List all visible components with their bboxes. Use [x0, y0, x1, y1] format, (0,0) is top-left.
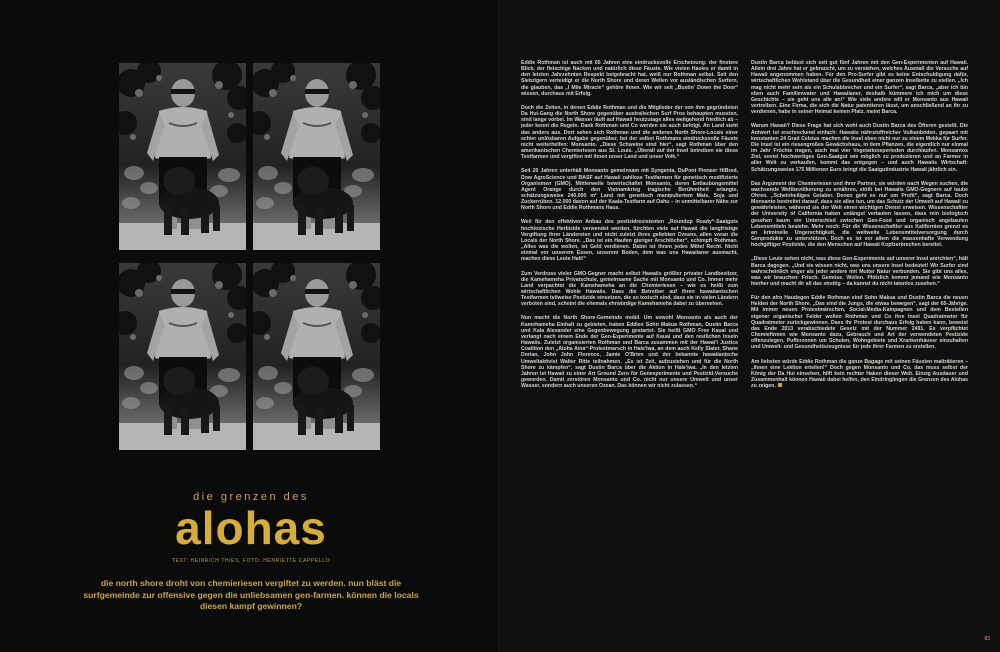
photo-man-with-dog-2 — [253, 63, 380, 250]
photo-man-with-dog-4 — [253, 263, 380, 450]
page-number: 83 — [984, 636, 990, 642]
article-paragraph: „Diese Leute sehen nicht, was diese Gen-Experimente auf unserer Insel anrichten“, hält Barca dagegen. „Und sie wissen nicht, was uns unsere Insel bedeutet! Wir Surfer sind wahrscheinlich enger als jeder andere mit Mutter Natur verbunden. Sie gibt uns alles, was wir brauchen: Frisch. Gemüse. Wellen. Plötzlich kommt jemand wie Monsanto hierher und macht dir all das streitig – da kannst du nicht tatenlos zusehen.“ — [751, 256, 968, 287]
article-paragraph: Das Argument der Chemieriesen und ihrer Partner, sie würden nach Wegen suchen, die wachsende Weltbevölkerung zu ernähren, stößt bei Hawaiis GMO-Gegnern auf taube Ohren. „Scheinheiliges Gelaber. Denen geht es nur um Profit“, sagt Barca. Doch Monsanto bestreitet darauf, dass sie alles tun, um das Schutz der Umwelt auf Hawaii zu gewährleisten, während sie der Welt einen wichtigen Dienst erweisen. Wissenschaftler der University of California haben unlängst verlauten lassen, dass rein biologisch gesehen kaum ein Unterschied zwischen Gen-Food und organisch angebauten Lebensmitteln bestehe. Mehr noch: Für die Wissenschaftler aus Kalifornien grenzt es an kriminelle Ungerechtigkeit, die weltweite Lebensmittelversorgung durch Genprodukte zu unterstützen. Doch es ist vor allem die massenhafte Verwendung hochgiftiger Pestizide, die den Menschen auf Hawaii Kopfzerbrechen bereitet. — [751, 180, 968, 249]
article-paragraph: Nun macht die North Shore-Gemeinde mobil. Um sowohl Monsanto als auch der Kamehameha Einhalt zu gebieten, haben Eddies Sohn Makua Rothman, Dustin Barca und Kala Alexander eine Gegenbewegung gestartet. Sie heißt GMO Free Kauai und verlangt nach einem Ende der Gen-Experimente auf Kauai und den restlichen Inseln Hawaiis. Zuletzt organisierten Rothman und Barca zusammen mit der Hawai'i Justice Coalition den „Aloha Aina“-Protestmarsch in Hale'iwa, an dem auch Kelly Slater, Shane Dorian, John John Florence, Jamie O'Brien und der bekannte hawaiianische Umweltaktivist Walter Ritte teilnahmen. „Es ist Zeit, aufzustehen und für die North Shore zu kämpfen“, sagt Dustin Barca über die Aktion in Hale'iwa. „In den letzten Jahren ist Hawaii zu einer Art Ground Zero für Genexperimente und Pestizid-Versuche geworden. Damit zerstören Monsanto und Co. nicht nur unsere Umwelt und unser Wasser, sondern auch unseren Ozean. Das können wir nicht zulassen.“ — [521, 315, 738, 390]
photo-man-with-dog-3 — [119, 263, 246, 450]
article-column-1 — [521, 60, 738, 620]
byline: TEXT: HEINRICH THIES, FOTO: HENRIETTE CAPPELLO — [171, 558, 331, 564]
lead-paragraph: die north shore droht von chemieriesen vergiftet zu werden. nun bläst die surfgemeinde zur offensive gegen die unliebsamen gen-farmen. können die locals diesen kampf gewinnen? — [83, 578, 419, 611]
article-paragraph: Für den afro Haudegen Eddie Rothman sind Sohn Makua und Dustin Barca die neuen Helden der North Shore. „Das sind die Jungs, die etwas bewegen“, sagt der 65-Jährige. Mit immer neuen Protestmärschen, Social-Media-Kampagnen und dem Bestellen eigener organischer Felder wollen Rothman und Co ihre Insel Quadratmeter für Quadratmeter zurückgewinnen. Dass ihr Protest durchaus Erfolg haben kann, beweist das Ende 2013 verabschiedete Gesetz mit der Nummer 2491. Es verpflichtet Chemiefirmen wie Monsanto dazu, Gebrauch und Art der verwendeten Pestizide offenzulegen. Pufferzonen um Schulen, Wohngebiete und Krankenhäuser einzuhalten und Umwelt- und Gesundheitszeugnisse für jede ihrer Farmen zu erstellen. — [751, 295, 968, 351]
headline: alohas — [175, 502, 327, 554]
article-paragraph: Doch die Zeiten, in denen Eddie Rothman und die Mitglieder der von ihm gegründeten Da Hui-Gang die North Shore gegenüber australischen Surf Pros behaupten mussten, sind lange vorbei. Im Wasser läuft auf Hawaii heutzutage alles weitgehend friedlich ab – jeder kennt die Regeln. Dank Rothman und Co werden sie auch befolgt. An Land sieht das anders aus. Dort sehen sich Rothman und die anderen North Shore-Locals einer schier unlösbaren Aufgabe gegenüber, bei der selbst Rothmans eindrucksvolle Fäuste nicht weiterhelfen: Monsanto. „Diese Schweine sind hier“, sagt Rothman über den amerikanischen Chemieriesen aus St. Louis. „Überall auf der Insel betreiben sie diese Testfarmen und vergiften mit ihnen unser Land und unser Volk.“ — [521, 104, 738, 161]
end-mark-icon — [778, 383, 782, 387]
article-column-2 — [751, 60, 968, 620]
photo-man-with-dog-1 — [119, 63, 246, 250]
article-paragraph: Warum Hawaii? Diese Frage hat sich wohl auch Dustin Barca des Öfteren gestellt. Die Antwort ist erschreckend einfach: Hawaiis nährstoffreicher Vulkanboden, gepaart mit konstanten 24 Grad Celsius machen die Insel eben nicht nur zu einem Mekka für Surfer. Die Insel ist ein riesengroßes Gewächshaus, in dem Pflanzen, die eigentlich nur einmal im Jahr Früchte tragen, auch mal vier Vegetationsperioden durchlaufen. Monsantos Ziel, soviel hochwertiges Gen-Saatgut wie möglich zu produzieren und an Farmer in aller Welt zu verkaufen, kommt das entgegen – und auch Hawaiis Wirtschaft: Schätzungsweise 175 Millionen Euro bringt die Saatgutindustrie Hawaii jährlich ein. — [751, 123, 968, 173]
article-paragraph: Zum Verdruss vieler GMO-Gegner macht selbst Hawaiis größter privater Landbesitzer, die Kamehameha Privatschule, gemeinsame Sache mit Monsanto und Co. Immer mehr Land verpachtet die Kamehameha an die Chemieriesen – wie es heißt zum wirtschaftlichen Wohle Hawaiis. Dass die Betreiber auf ihren hawaiianischen Testfarmen teilweise Pestizide einsetzen, die so toxisch sind, dass sie in vielen Ländern verboten sind, scheint die ehemals ehrwürdige Kamehameha dabei zu übersehen. — [521, 270, 738, 308]
right-page — [500, 0, 1000, 652]
article-paragraph: Dustin Barca belässt sich seit gut fünf Jahren mit den Gen-Experimenten auf Hawaii. Allein drei Jahre hat er gebraucht, um zu verstehen, welches Ausmaß die Versuche auf Hawaii angenommen haben. Für den Pro-Surfer gibt es keine Entschuldigung dafür, wirtschaftlichen Wohlstand über die Gesundheit einer ganzen Inselkette zu stellen. „Ich mag nicht mehr sein als ein Schulabbrecher und ein Surfer“, sagt Barca, „aber ich bin eben auch Familienvater und Hawaiianer, deshalb kümmere ich mich um diese Geschichte – sie geht uns alle an!“ Wie viele andere will er Monsanto aus Hawaii vertreiben. Eine Firma, die sich die Natur patentieren lässt, um anschließend an ihr zu verdienen, habe in seiner Heimat keinen Platz, meint Barca. — [751, 60, 968, 116]
article-paragraph: Weil für den effektiven Anbau des pestizidresistenten „Roundup Ready“-Saatguts hochtoxische Herbizide verwendet werden, fürchten viele auf Hawaii die langfristige Vergiftung ihrer Ländereien und nicht zuletzt ihres geliebten Ozeans, allen voran die Locals der North Shore. „Das ist ein Haufen gieriger Arschlöcher“, schimpft Rothman. „Alles was die wollen, ist Geld verdienen. Dabei ist ihnen jedes Mittel Recht. Nicht einmal vor unserem Essen, unserem Boden, dem was uns Hawaiianer ausmacht, machen diese Leute Halt!“ — [521, 219, 738, 263]
kicker: die grenzen des — [193, 491, 309, 503]
article-paragraph: Seit 20 Jahren unterhält Monsanto gemeinsam mit Syngenta, DuPont Pioneer HiBred, Dow AgroScience und BASF auf Hawaii zahllose Testfarmen für genetisch modifizierte Organismen (GMO). Mittlerweile bewirtschaftet Monsanto, deren Entlaubungsmittel Agent Orange durch den Vietnamkrieg tragische Berühmtheit erlangte, schätzungsweise 240.000 m² Land mit genetisch manipuliertem Mais, Soja und Zuckerrüben. 12.000 davon auf der Kaala-Testfarm auf Oahu – in unmittelbarer Nähe zur North Shore und Eddie Rothmans Haus. — [521, 168, 738, 212]
article-paragraph: Eddie Rothman ist auch mit 65 Jahren eine eindrucksvolle Erscheinung: der finstere Blick, der fleischige Nacken und natürlich diese Fäuste. Wie vielen Haoles er damit in den letzten Jahrzehnten Respekt beigebracht hat, weiß nur Rothman selbst. Seit den Siebzigern verteidigt er die North Shore und deren Wellen vor ausländischen Surfern, die glauben, das „I Mile Miracle“ gehöre ihnen. Wie wir seit „Bustin' Down the Door“ wissen, durchaus mit Erfolg. — [521, 60, 738, 97]
article-paragraph: Am liebsten würde Eddie Rothman die ganze Bagage mit seinen Fäusten malträtieren – „ihnen eine Lektion erteilen!“ Doch gegen Monsanto und Co, das muss selbst der König der Da Hui einsehen, hilft kein rechter Haken dieser Welt. Einzig Ausdauer und Zusammenhalt können Hawaii dabei helfen, den Eindringlingen die Grenzen des Alohas zu zeigen. — [751, 358, 968, 390]
